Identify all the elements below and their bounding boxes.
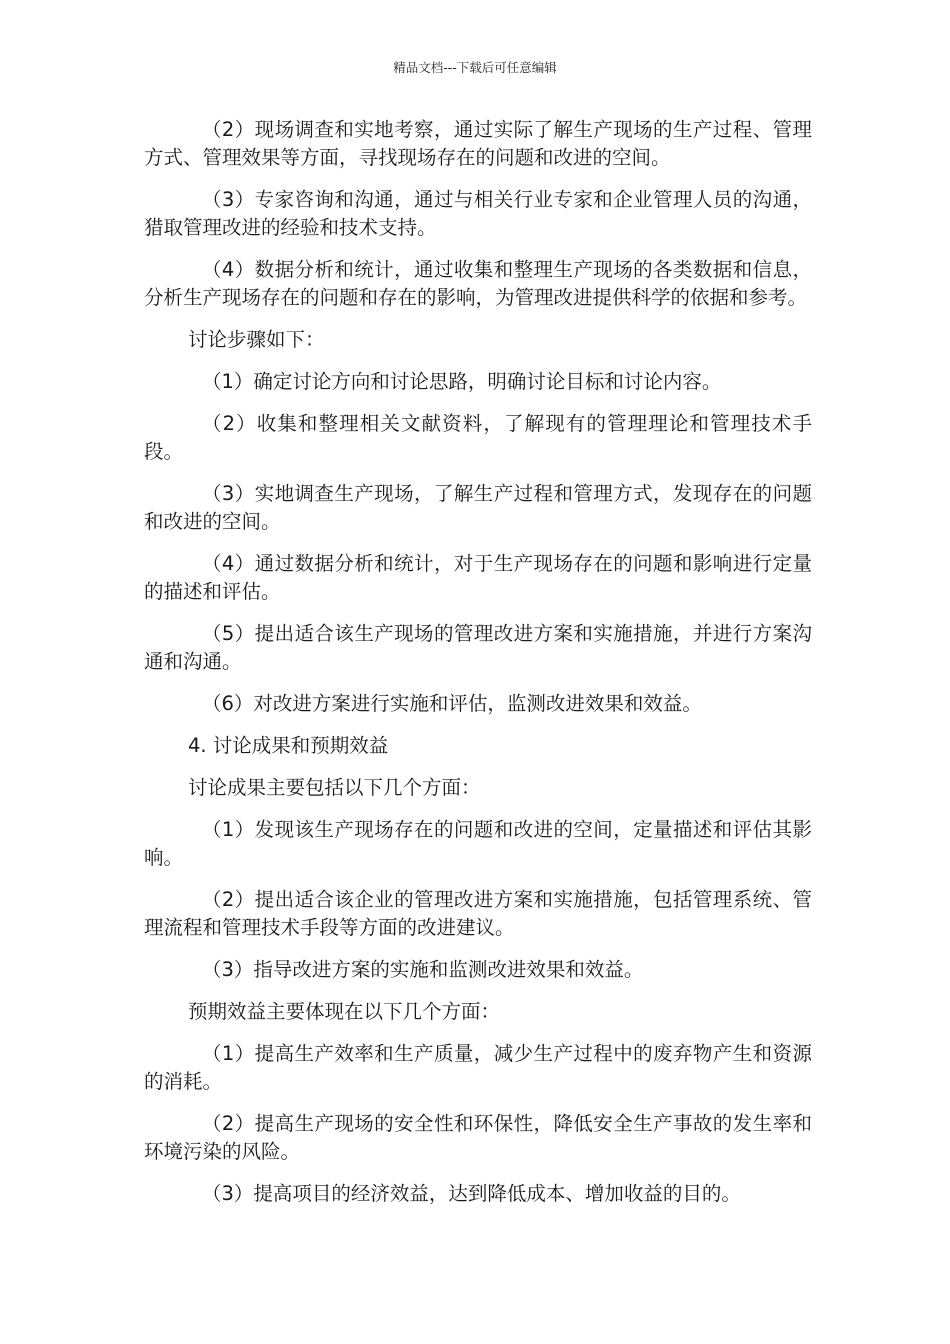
paragraph-result-2: （2）提出适合该企业的管理改进方案和实施措施，包括管理系统、管理流程和管理技术手段等方面的改进建议。 [144,888,812,939]
paragraph-steps-intro: 讨论步骤如下： [188,328,325,351]
paragraph-benefit-3: （3）提高项目的经济效益，达到降低成本、增加收益的目的。 [202,1182,741,1205]
paragraph-step-5: （5）提出适合该生产现场的管理改进方案和实施措施，并进行方案沟通和沟通。 [144,622,812,673]
paragraph-results-intro: 讨论成果主要包括以下几个方面： [188,776,481,799]
paragraph-benefit-1: （1）提高生产效率和生产质量，减少生产过程中的废弃物产生和资源的消耗。 [144,1042,812,1093]
paragraph-step-3: （3）实地调查生产现场，了解生产过程和管理方式，发现存在的问题和改进的空间。 [144,482,812,533]
section-heading-4: 4. 讨论成果和预期效益 [188,734,389,757]
page-header: 精品文档---下载后可任意编辑 [393,60,557,75]
paragraph-result-3: （3）指导改进方案的实施和监测改进效果和效益。 [202,958,644,981]
document-body [144,116,812,1222]
paragraph-step-4: （4）通过数据分析和统计，对于生产现场存在的问题和影响进行定量的描述和评估。 [144,552,812,603]
paragraph-method-2: （2）现场调查和实地考察，通过实际了解生产现场的生产过程、管理方式、管理效果等方面，寻找现场存在的问题和改进的空间。 [144,118,812,169]
paragraph-step-1: （1）确定讨论方向和讨论思路，明确讨论目标和讨论内容。 [202,370,722,393]
paragraph-step-6: （6）对改进方案进行实施和评估，监测改进效果和效益。 [202,692,702,715]
paragraph-method-3: （3）专家咨询和沟通，通过与相关行业专家和企业管理人员的沟通，猎取管理改进的经验和技术支持。 [144,188,812,239]
paragraph-result-1: （1）发现该生产现场存在的问题和改进的空间，定量描述和评估其影响。 [144,818,812,869]
paragraph-benefits-intro: 预期效益主要体现在以下几个方面： [188,1000,501,1023]
paragraph-step-2: （2）收集和整理相关文献资料，了解现有的管理理论和管理技术手段。 [144,412,812,463]
paragraph-benefit-2: （2）提高生产现场的安全性和环保性，降低安全生产事故的发生率和环境污染的风险。 [144,1112,812,1163]
paragraph-method-4: （4）数据分析和统计，通过收集和整理生产现场的各类数据和信息，分析生产现场存在的问题和存在的影响，为管理改进提供科学的依据和参考。 [144,258,812,309]
